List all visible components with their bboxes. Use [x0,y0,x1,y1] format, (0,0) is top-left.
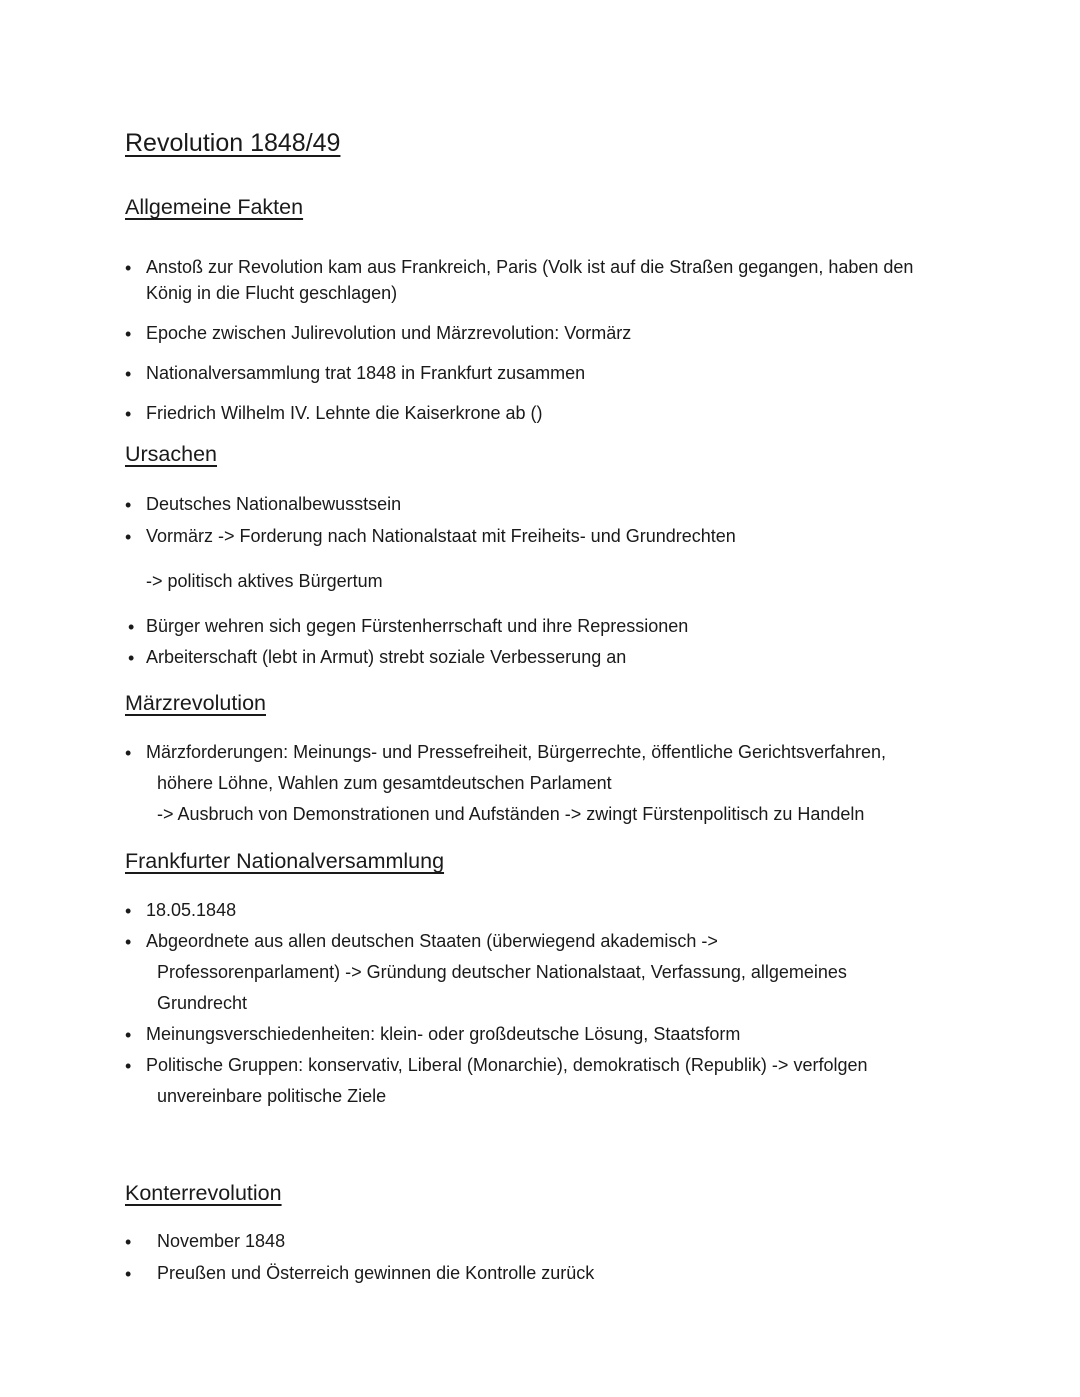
list-item-line: Professorenparlament) -> Gründung deutscher Nationalstaat, Verfassung, allgemeines [157,962,847,982]
bullet: • [128,617,135,637]
section-heading-ursachen: Ursachen [125,442,218,466]
list-item-line: Nationalversammlung trat 1848 in Frankfurt zusammen [146,363,586,383]
list-item-line: November 1848 [157,1231,286,1251]
list-item-line: König in die Flucht geschlagen) [146,283,398,303]
bullet: • [128,648,135,668]
bullet: • [125,1232,132,1252]
list-note: -> politisch aktives Bürgertum [146,571,383,591]
bullet: • [125,932,132,952]
bullet: • [125,364,132,384]
list-item-line: Anstoß zur Revolution kam aus Frankreich, Paris (Volk ist auf die Straßen gegangen, haben den [146,257,914,277]
list-item-line: Grundrecht [157,993,248,1013]
list-item-line: Arbeiterschaft (lebt in Armut) strebt soziale Verbesserung an [146,647,627,667]
section-heading-maerzrevolution: Märzrevolution [125,691,266,715]
bullet: • [125,527,132,547]
list-item-line: Epoche zwischen Julirevolution und Märzrevolution: Vormärz [146,323,632,343]
bullet: • [125,495,132,515]
page-title: Revolution 1848/49 [125,129,341,157]
list-item-line: Vormärz -> Forderung nach Nationalstaat mit Freiheits- und Grundrechten [146,526,736,546]
list-item-line: unvereinbare politische Ziele [157,1086,387,1106]
list-item-line: Bürger wehren sich gegen Fürstenherrschaft und ihre Repressionen [146,616,689,636]
bullet: • [125,743,132,763]
list-item-line: -> Ausbruch von Demonstrationen und Aufständen -> zwingt Fürstenpolitisch zu Handeln [157,804,865,824]
list-item-line: Deutsches Nationalbewusstsein [146,494,402,514]
list-item-line: Abgeordnete aus allen deutschen Staaten (überwiegend akademisch -> [146,931,718,951]
section-heading-frankfurter-nationalversammlung: Frankfurter Nationalversammlung [125,849,445,873]
bullet: • [125,1264,132,1284]
section-heading-konterrevolution: Konterrevolution [125,1181,282,1205]
section-heading-allgemeine-fakten: Allgemeine Fakten [125,195,304,219]
bullet: • [125,258,132,278]
list-item-line: 18.05.1848 [146,900,237,920]
list-item-line: Meinungsverschiedenheiten: klein- oder großdeutsche Lösung, Staatsform [146,1024,741,1044]
bullet: • [125,404,132,424]
list-item-line: Preußen und Österreich gewinnen die Kontrolle zurück [157,1263,595,1283]
list-item-line: höhere Löhne, Wahlen zum gesamtdeutschen Parlament [157,773,612,793]
list-item-line: Märzforderungen: Meinungs- und Pressefreiheit, Bürgerrechte, öffentliche Gerichtsverfahren, [146,742,887,762]
bullet: • [125,901,132,921]
bullet: • [125,1025,132,1045]
bullet: • [125,324,132,344]
bullet: • [125,1056,132,1076]
list-item-line: Politische Gruppen: konservativ, Liberal (Monarchie), demokratisch (Republik) -> verfolgen [146,1055,868,1075]
list-item-line: Friedrich Wilhelm IV. Lehnte die Kaiserkrone ab () [146,403,543,423]
